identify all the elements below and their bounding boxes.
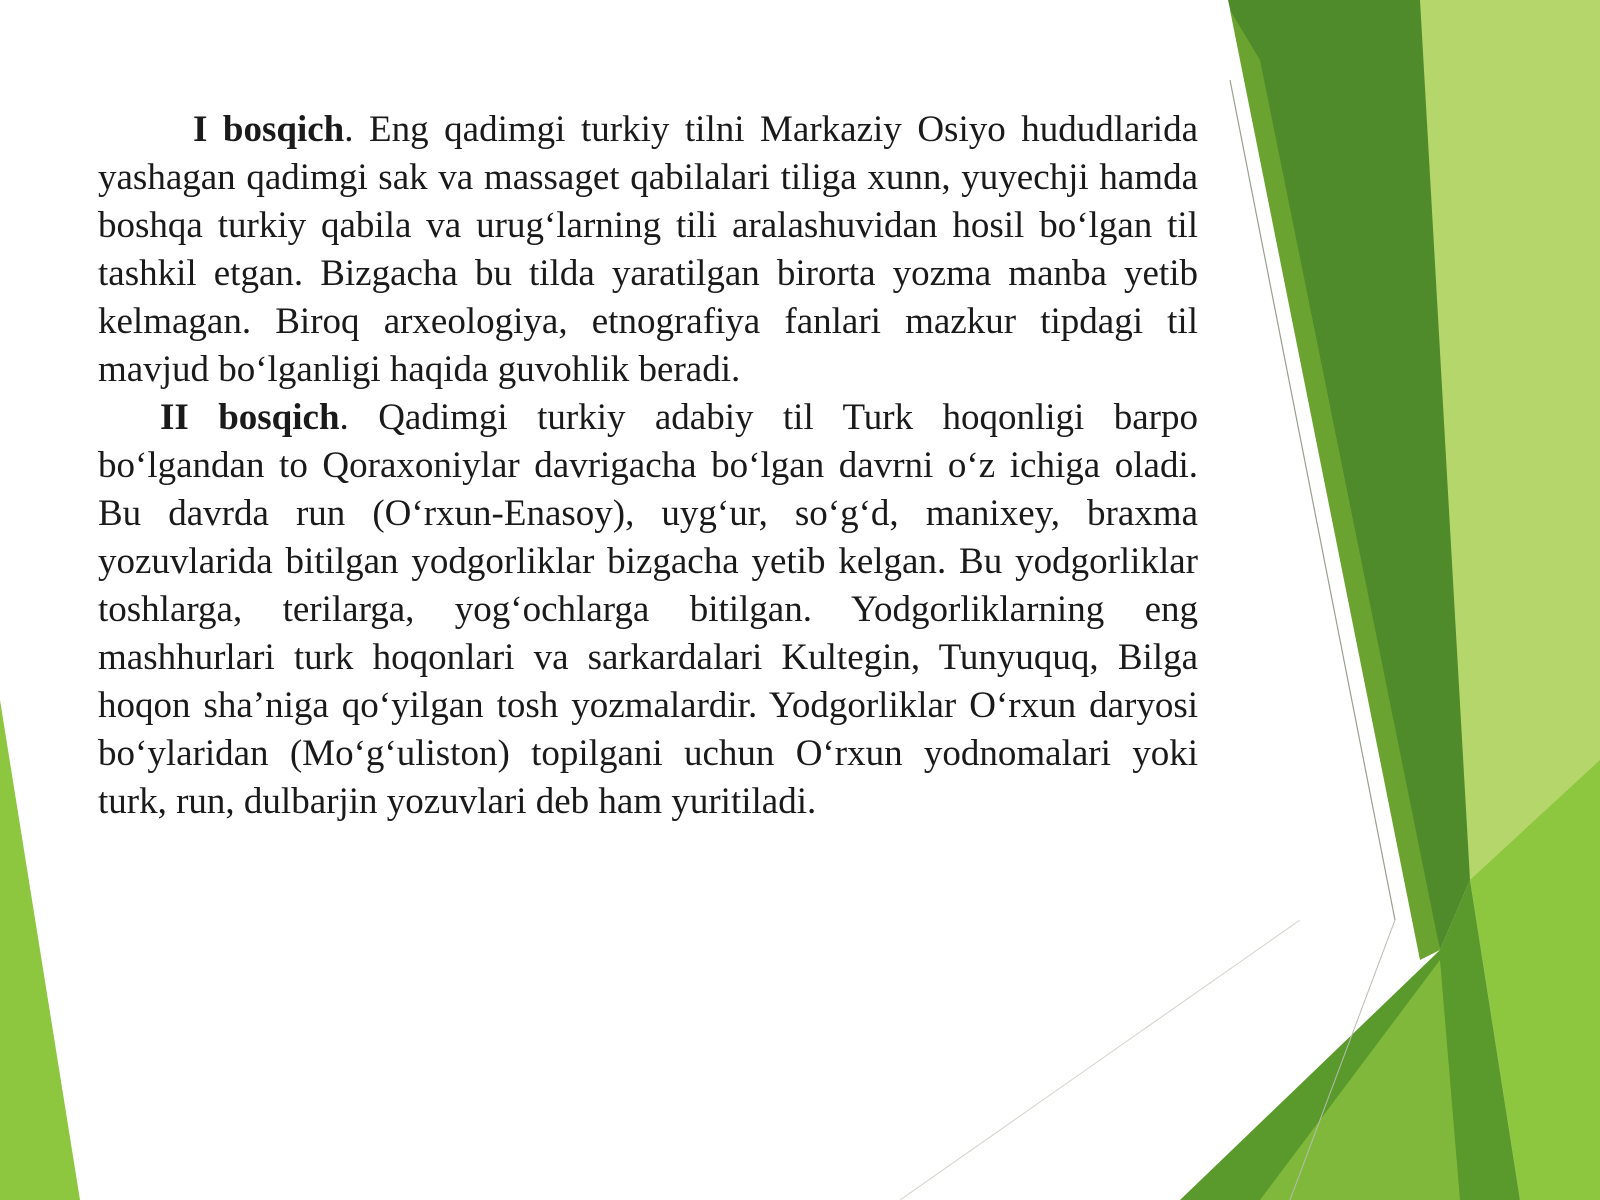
paragraph-stage-1 <box>98 106 1198 394</box>
stage-1-heading: I bosqich <box>193 109 345 150</box>
stage-2-heading: II bosqich <box>160 397 340 438</box>
bottom-light-facet <box>1260 960 1460 1200</box>
content-text <box>98 106 1198 826</box>
left-green-wedge <box>0 700 80 1200</box>
paragraph-stage-2 <box>98 394 1198 826</box>
stage-1-body: . Eng qadimgi turkiy tilni Markaziy Osiyo hududlarida yashagan qadimgi sak va massaget qabilalari tiliga xunn, yuyechji hamda boshqa turkiy qabila va urug‘larning tili aralashuvidan hosil bo‘lgan til tashkil etgan. Bizgacha bu tilda yaratilgan birorta yozma manba yetib kelmagan. Biroq arxeologiya, etnografiya fanlari mazkur tipdagi til mavjud bo‘lganligi haqida guvohlik beradi. <box>98 109 1198 390</box>
stage-2-body: . Qadimgi turkiy adabiy til Turk hoqonligi barpo bo‘lgandan to Qoraxoniylar davrigacha bo‘lgan davrni o‘z ichiga oladi. Bu davrda run (O‘rxun-Enasoy), uyg‘ur, so‘g‘d, manixey, braxma yozuvlarida bitilgan yodgorliklar bizgacha yetib kelgan. Bu yodgorliklar toshlarga, terilarga, yog‘ochlarga bitilgan. Yodgorliklarning eng mashhurlari turk hoqonlari va sarkardalari Kultegin, Tunyuquq, Bilga hoqon sha’niga qo‘yilgan tosh yozmalardir. Yodgorliklar O‘rxun daryosi bo‘ylaridan (Mo‘g‘uliston) topilgani uchun O‘rxun yodnomalari yoki turk, run, dulbarjin yozuvlari deb ham yuritiladi. <box>98 397 1198 822</box>
